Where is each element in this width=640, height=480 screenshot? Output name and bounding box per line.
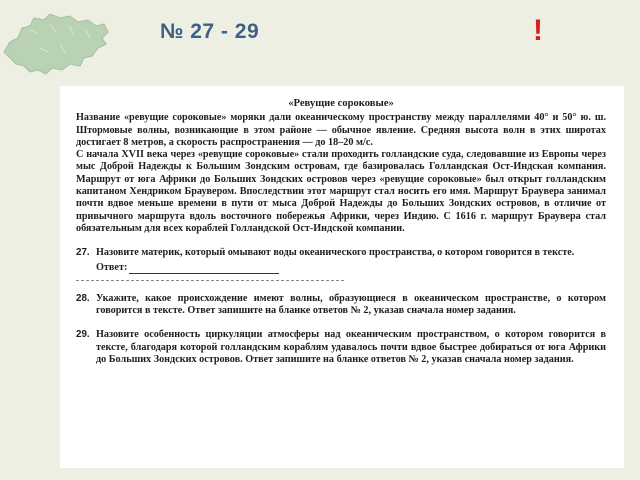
answer-line — [96, 262, 606, 274]
passage-paragraph: С начала XVII века через «ревущие сороковые» стали проходить голландские суда, следовавшие из Европы через мыс Доброй Надежды к Большим Зондским островам, где базировалась Голландская Ост-Индская компания. Маршрут от юга Африки до Больших Зондских островов через «ревущие сороковые» был открыт голландским капитаном Хендриком Браувером. Впоследствии этот маршрут стал носить его имя. Маршрут Браувера занимал почти вдвое меньше времени в пути от мыса Доброй Надежды до Больших Зондских островов, в отличие от привычного маршрута вдоль восточного побережья Африки, через Индию. С 1616 г. маршрут Браувера стал обязательным для всех кораблей Голландской Ост-Индской компании. — [76, 149, 606, 234]
question-number: 29. — [76, 329, 90, 341]
slide-header — [0, 0, 640, 82]
question-text-wrap — [96, 247, 606, 274]
task-range-title: № 27 - 29 — [160, 20, 260, 43]
question-number: 28. — [76, 292, 90, 304]
answer-label: Ответ: — [96, 261, 128, 273]
question-28 — [76, 293, 606, 318]
answer-field[interactable] — [129, 263, 279, 274]
question-text: Назовите материк, который омывают воды океанического пространства, о котором говорится в тексте. — [96, 247, 575, 259]
question-27 — [76, 247, 606, 274]
exclamation-mark: ! — [533, 14, 543, 47]
exam-sheet — [60, 86, 624, 468]
passage-title: «Ревущие сороковые» — [288, 98, 394, 109]
question-divider — [76, 280, 344, 281]
question-number: 27. — [76, 247, 90, 259]
question-29 — [76, 329, 606, 366]
question-text: Укажите, какое происхождение имеют волны, образующиеся в океаническом пространстве, о котором говорится в тексте. Ответ запишите на бланке ответов № 2, указав сначала номер задания. — [96, 292, 606, 317]
question-text: Назовите особенность циркуляции атмосферы над океаническим пространством, о котором говорится в тексте, благодаря которой голландским кораблям удавалось почти вдвое быстрее добираться от юга Африки до Больших Зондских островов. Ответ запишите на бланке ответов № 2, указав сначала номер задания. — [96, 329, 606, 366]
russia-map-icon — [0, 8, 112, 86]
passage-paragraph: Название «ревущие сороковые» моряки дали океаническому пространству между параллелями 40° и 50° ю. ш. Штормовые волны, возникающие в этом районе — обычное явление. Средняя высота волн в этих широтах достигает 8 метров, а скорость распространения — до 18–20 м/с. — [76, 112, 606, 148]
